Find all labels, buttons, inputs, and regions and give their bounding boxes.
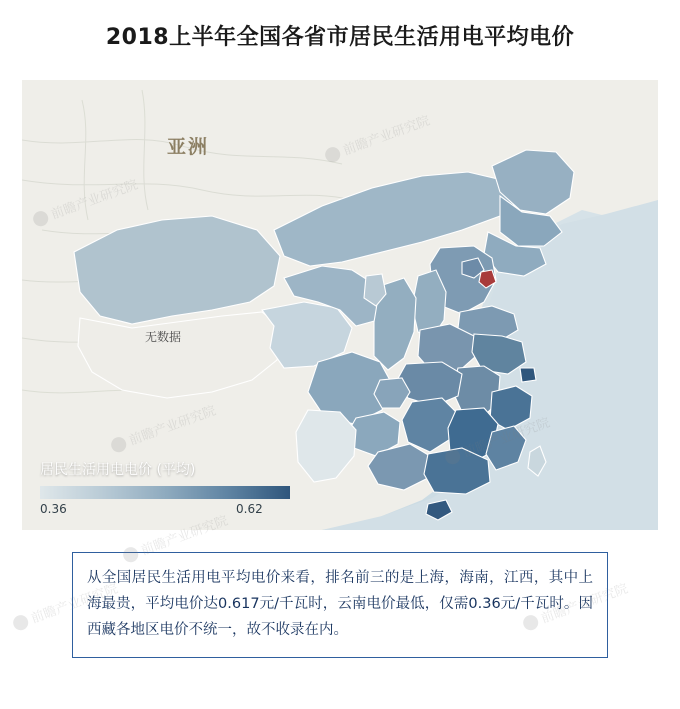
map-legend [40, 459, 292, 518]
watermark: 前瞻产业研究院 [120, 510, 230, 565]
legend-min-value: 0.36 [40, 502, 67, 516]
legend-max-value: 0.62 [236, 502, 263, 516]
china-electricity-price-map [22, 80, 658, 530]
no-data-label: 无数据 [145, 330, 182, 344]
legend-title: 居民生活用电电价 (平均) [40, 462, 196, 478]
legend-scale [40, 502, 290, 518]
page-title: 2018上半年全国各省市居民生活用电平均电价 [105, 25, 575, 50]
summary-note [72, 552, 608, 658]
continent-label: 亚洲 [167, 136, 210, 158]
summary-note-text: 从全国居民生活用电平均电价来看，排名前三的是上海，海南，江西，其中上海最贵，平均电价达0.617元/千瓦时，云南电价最低，仅需0.36元/千瓦时。因西藏各地区电价不统一，故不收录在内。 [87, 570, 593, 638]
legend-color-bar [40, 486, 290, 499]
